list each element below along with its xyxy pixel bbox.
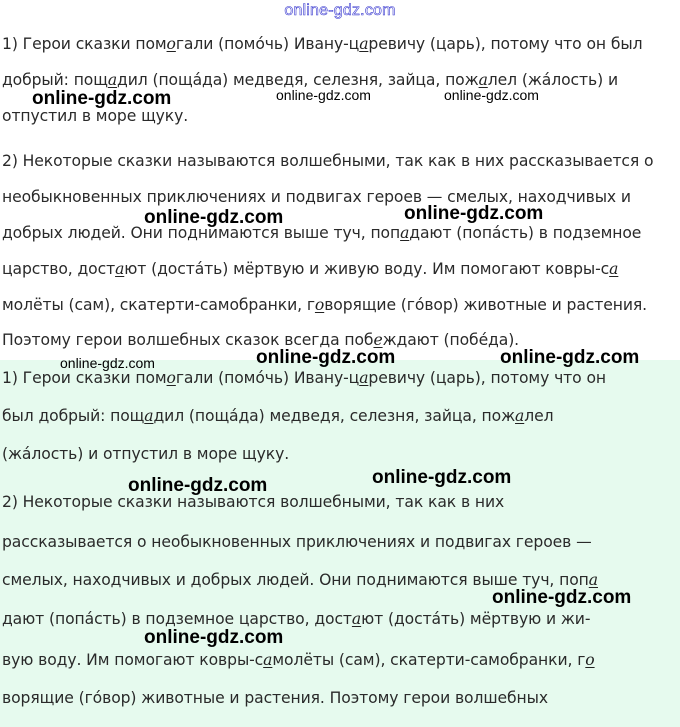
vowel-highlight: о	[166, 35, 176, 53]
answer-line: 2) Некоторые сказки называются волшебными, так как в них	[2, 493, 505, 511]
watermark: online-gdz.com	[444, 87, 539, 103]
vowel-highlight: а	[588, 571, 598, 589]
answer-line: добрый: пощадил (поща́да) медведя, селезня, зайца, пожалел (жа́лость) и	[2, 71, 618, 89]
vowel-highlight: а	[107, 71, 118, 89]
answer-line: Поэтому герои волшебных сказок всегда побеждают (побе́да).	[2, 331, 520, 349]
watermark: online-gdz.com	[144, 207, 284, 228]
vowel-highlight: о	[166, 369, 176, 387]
answer-line: 1) Герои сказки помогали (помо́чь) Ивану-царевичу (царь), потому что он	[2, 369, 606, 387]
vowel-highlight: а	[263, 651, 273, 669]
vowel-highlight: е	[373, 331, 383, 349]
vowel-highlight: а	[115, 260, 125, 278]
watermark: online-gdz.com	[60, 355, 155, 371]
vowel-highlight: а	[351, 610, 362, 628]
answer-line: ворящие (го́вор) животные и растения. Поэтому герои волшебных	[2, 689, 548, 707]
answer-line: был добрый: пощадил (поща́да) медведя, селезня, зайца, пожалел	[2, 407, 554, 425]
top-answer-block	[0, 0, 680, 360]
green-answer-block	[0, 360, 680, 727]
answer-line: дают (попа́сть) в подземное царство, достают (доста́ть) мёртвую и жи-	[2, 610, 591, 628]
answer-line: царство, достают (доста́ть) мёртвую и живую воду. Им помогают ковры-са	[2, 260, 619, 278]
vowel-highlight: а	[400, 224, 410, 242]
watermark: online-gdz.com	[32, 88, 172, 109]
vowel-highlight: а	[359, 369, 369, 387]
vowel-highlight: а	[515, 407, 525, 425]
watermark: online-gdz.com	[144, 627, 284, 648]
vowel-highlight: а	[359, 35, 369, 53]
answer-line: отпустил в море щуку.	[2, 107, 189, 125]
watermark: online-gdz.com	[492, 587, 632, 608]
answer-line: молёты (сам), скатерти-самобранки, говорящие (го́вор) животные и растения.	[2, 296, 648, 314]
answer-line: смелых, находчивых и добрых людей. Они поднимаются выше туч, попа	[2, 571, 598, 589]
answer-line: 1) Герои сказки помогали (помо́чь) Ивану-царевичу (царь), потому что он был	[2, 35, 643, 53]
answer-line: необыкновенных приключениях и подвигах героев — смелых, находчивых и	[2, 188, 631, 206]
answer-line: рассказывается о необыкновенных приключениях и подвигах героев —	[2, 533, 592, 551]
answer-line: добрых людей. Они поднимаются выше туч, попадают (попа́сть) в подземное	[2, 224, 642, 242]
answer-line: 2) Некоторые сказки называются волшебными, так как в них рассказывается о	[2, 152, 654, 170]
vowel-highlight: а	[478, 71, 488, 89]
answer-line: (жа́лость) и отпустил в море щуку.	[2, 445, 290, 463]
watermark: online-gdz.com	[256, 347, 396, 368]
watermark: online-gdz.com	[128, 475, 268, 496]
vowel-highlight: о	[585, 651, 595, 669]
vowel-highlight: о	[314, 296, 325, 314]
watermark: online-gdz.com	[500, 347, 640, 368]
watermark: online-gdz.com	[276, 87, 371, 103]
answer-line: вую воду. Им помогают ковры-самолёты (сам), скатерти-самобранки, го	[2, 651, 595, 669]
vowel-highlight: а	[144, 407, 154, 425]
watermark: online-gdz.com	[404, 203, 544, 224]
header-watermark: online-gdz.com	[284, 2, 396, 19]
vowel-highlight: а	[609, 260, 619, 278]
watermark: online-gdz.com	[372, 467, 512, 488]
